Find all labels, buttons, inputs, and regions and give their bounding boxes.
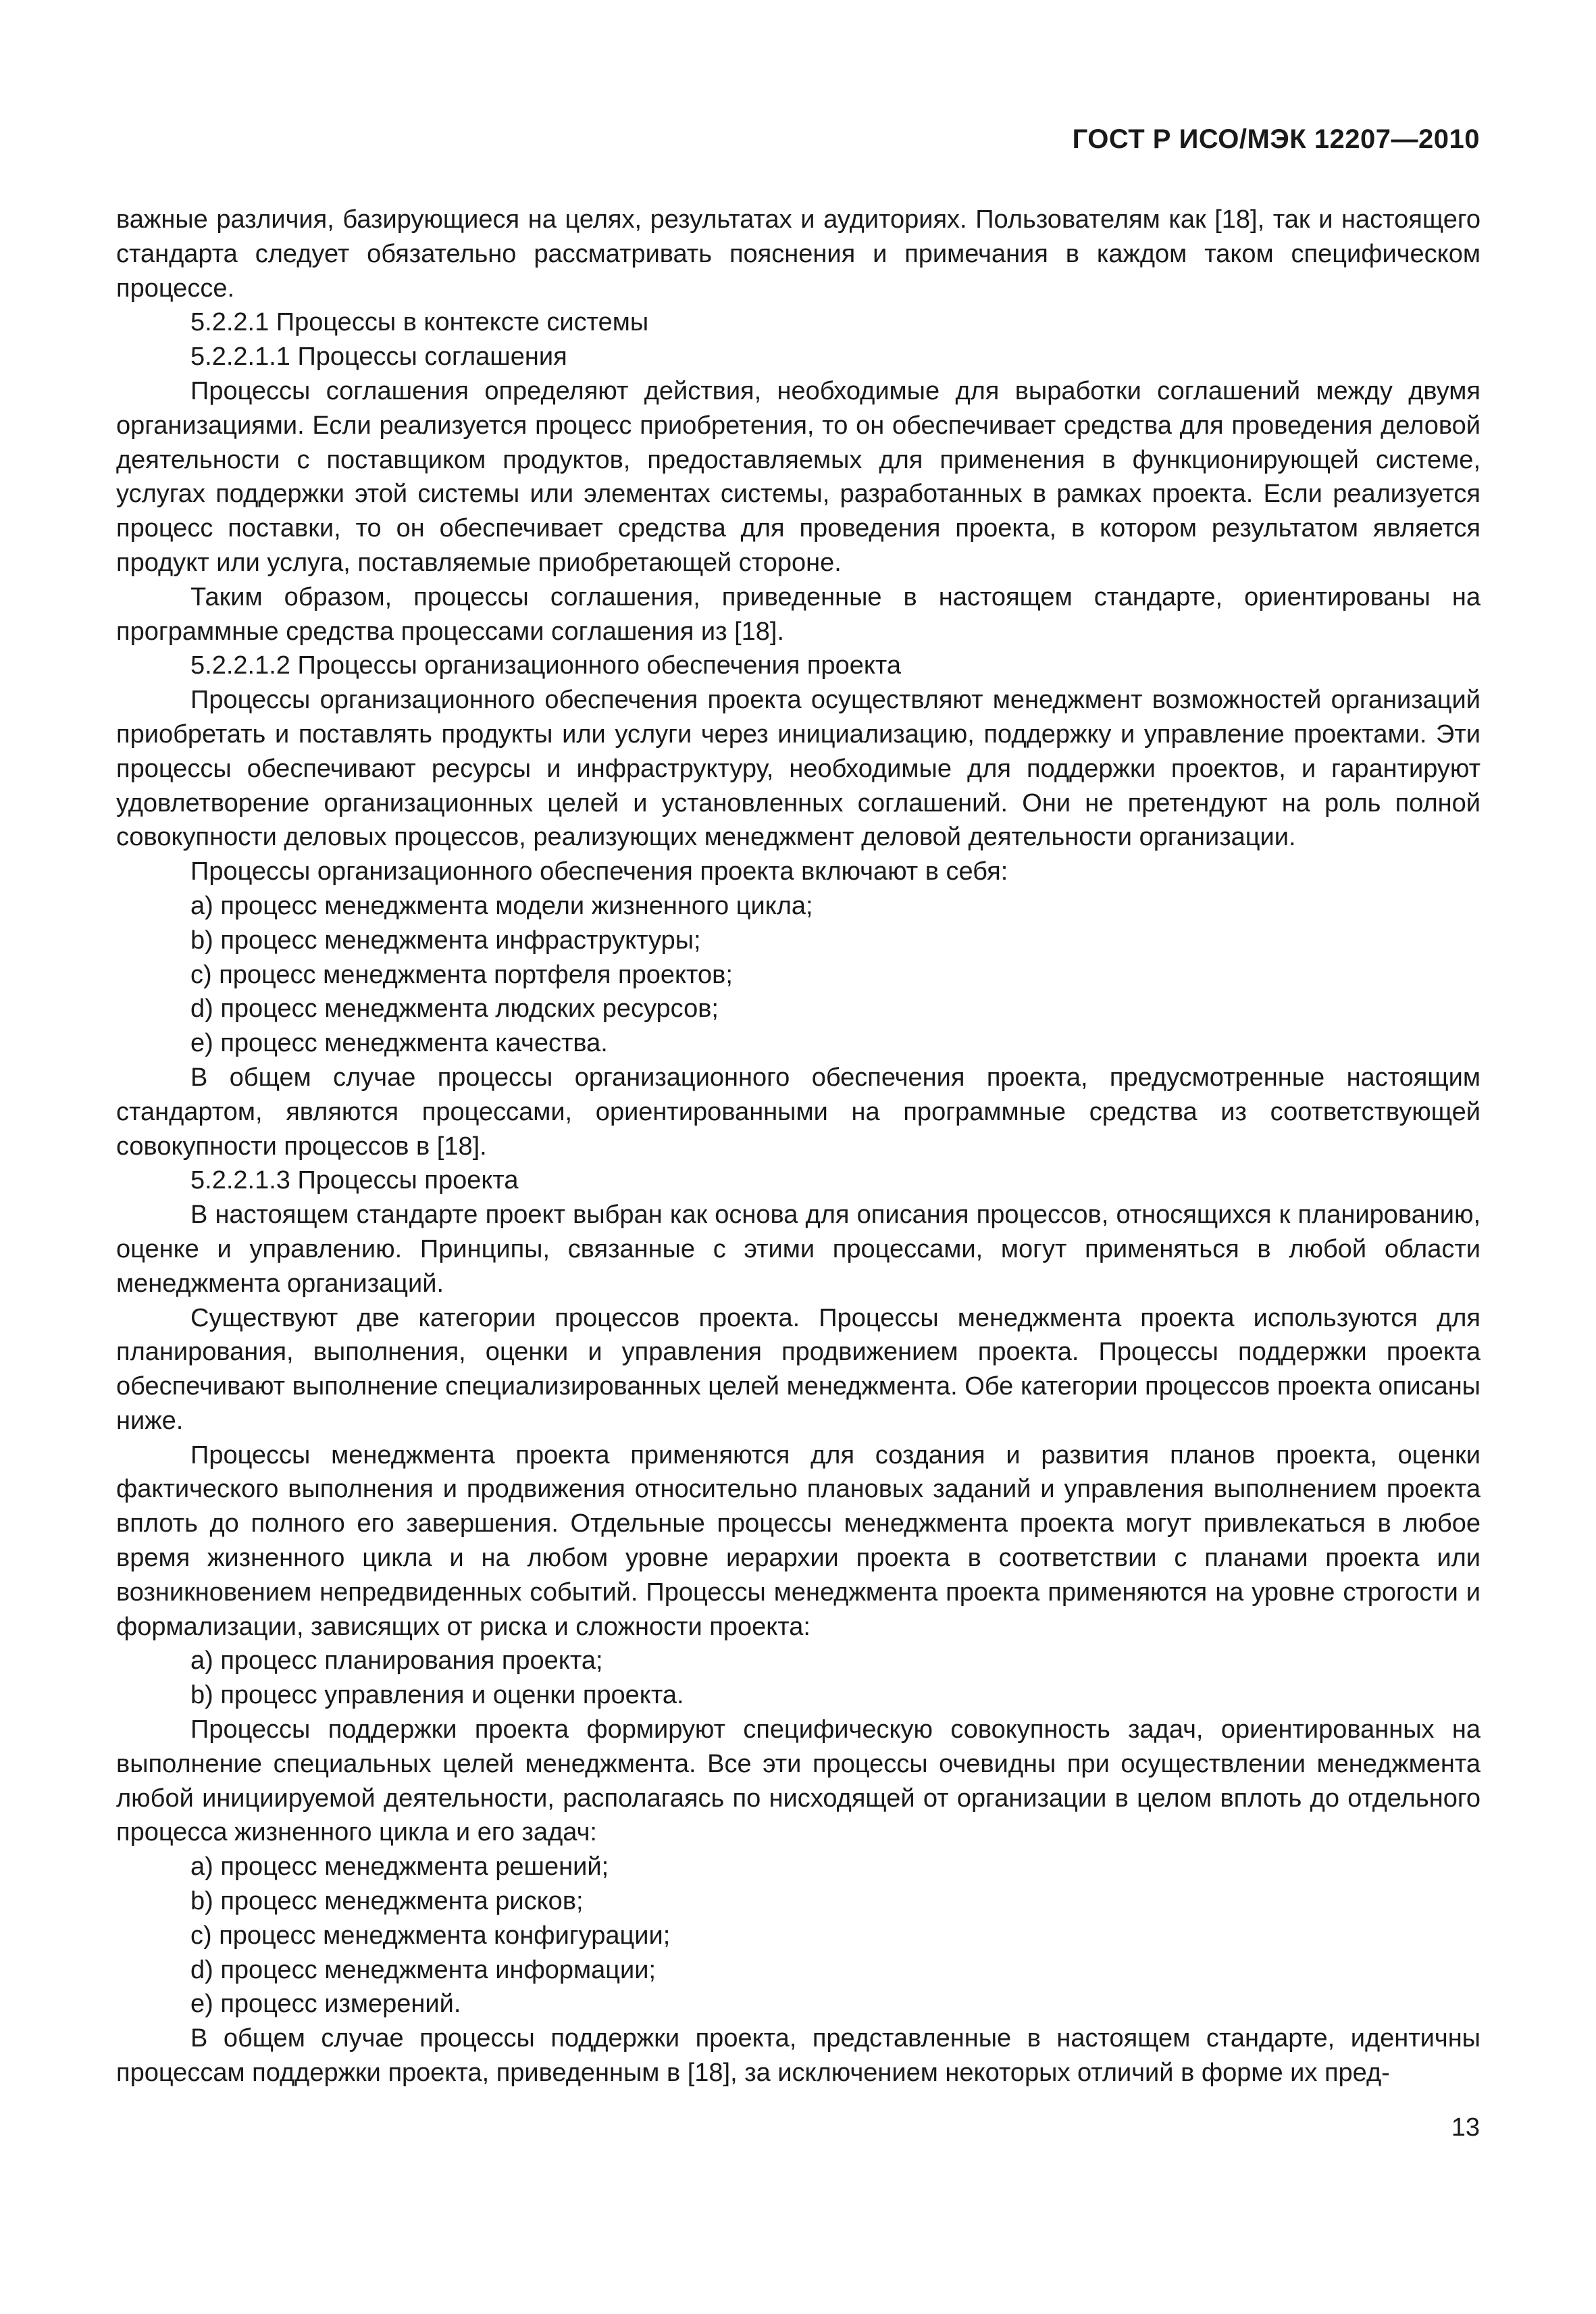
document-body (116, 203, 1481, 2090)
paragraph: важные различия, базирующиеся на целях, результатах и аудиториях. Пользователям как [18], так и настоящего стандарта следует обязательно рассматривать пояснения и примечания в каждом таком специфическом процессе. (116, 205, 1481, 303)
section-heading: 5.2.2.1.1 Процессы соглашения (190, 343, 567, 372)
paragraph: Таким образом, процессы соглашения, приведенные в настоящем стандарте, ориентированы на программные средства процессами соглашения из [18]. (116, 582, 1481, 646)
section-heading: 5.2.2.1 Процессы в контексте системы (190, 308, 649, 337)
paragraph: Существуют две категории процессов проекта. Процессы менеджмента проекта используются для планирования, выполнения, оценки и управления продвижением проекта. Процессы поддержки проекта обеспечивают выполнение специализированных целей менеджмента. Обе категории процессов проекта описаны ниже. (116, 1303, 1481, 1435)
list-item: e) процесс менеджмента качества. (190, 1029, 608, 1058)
paragraph: Процессы менеджмента проекта применяются для создания и развития планов проекта, оценки фактического выполнения и продвижения относительно плановых заданий и управления выполнением проекта вплоть до полного его завершения. Отдельные процессы менеджмента проекта могут привлекаться в любое время жизненного цикла и на любом уровне иерархии проекта в соответствии с планами проекта или возникновением непредвиденных событий. Процессы менеджмента проекта применяются на уровне строгости и формализации, зависящих от риска и сложности проекта: (116, 1440, 1481, 1641)
paragraph: В общем случае процессы поддержки проекта, представленные в настоящем стандарте, идентичны процессам поддержки проекта, приведенным в [18], за исключением некоторых отличий в форме их пред- (116, 2024, 1481, 2088)
list-item: e) процесс измерений. (190, 1990, 461, 2019)
list-item: b) процесс менеджмента рисков; (190, 1887, 584, 1916)
section-heading: 5.2.2.1.2 Процессы организационного обеспечения проекта (190, 651, 901, 680)
paragraph: В настоящем стандарте проект выбран как основа для описания процессов, относящихся к планированию, оценке и управлению. Принципы, связанные с этими процессами, могут применяться в любой области менеджмента организаций. (116, 1201, 1481, 1298)
list-item: c) процесс менеджмента портфеля проектов; (190, 960, 733, 989)
document-header: ГОСТ Р ИСО/МЭК 12207—2010 (1072, 124, 1480, 154)
list-item: a) процесс менеджмента решений; (190, 1853, 609, 1882)
list-item: c) процесс менеджмента конфигурации; (190, 1921, 671, 1950)
list-item: d) процесс менеджмента людских ресурсов; (190, 995, 719, 1024)
section-heading: 5.2.2.1.3 Процессы проекта (190, 1166, 519, 1195)
list-item: b) процесс управления и оценки проекта. (190, 1681, 684, 1710)
paragraph: Процессы соглашения определяют действия, необходимые для выработки соглашений между двумя организациями. Если реализуется процесс приобретения, то он обеспечивает средства для проведения деловой деятельности с поставщиком продуктов, предоставляемых для применения в функционирующей системе, услугах поддержки этой системы или элементах системы, разработанных в рамках проекта. Если реализуется процесс поставки, то он обеспечивает средства для проведения проекта, в котором результатом является продукт или услуга, поставляемые приобретающей стороне. (116, 376, 1481, 577)
list-item: d) процесс менеджмента информации; (190, 1955, 657, 1984)
list-item: a) процесс менеджмента модели жизненного цикла; (190, 891, 813, 920)
list-item: b) процесс менеджмента инфраструктуры; (190, 926, 701, 955)
paragraph: Процессы организационного обеспечения проекта включают в себя: (190, 857, 1008, 886)
paragraph: Процессы поддержки проекта формируют специфическую совокупность задач, ориентированных на выполнение специальных целей менеджмента. Все эти процессы очевидны при осуществлении менеджмента любой инициируемой деятельности, располагаясь по нисходящей от организации в целом вплоть до отдельного процесса жизненного цикла и его задач: (116, 1715, 1481, 1847)
page-number: 13 (1451, 2113, 1480, 2142)
paragraph: Процессы организационного обеспечения проекта осуществляют менеджмент возможностей организаций приобретать и поставлять продукты или услуги через инициализацию, поддержку и управление проектами. Эти процессы обеспечивают ресурсы и инфраструктуру, необходимые для поддержки проектов, и гарантируют удовлетворение организационных целей и установленных соглашений. Они не претендуют на роль полной совокупности деловых процессов, реализующих менеджмент деловой деятельности организации. (116, 686, 1481, 852)
paragraph: В общем случае процессы организационного обеспечения проекта, предусмотренные настоящим стандартом, являются процессами, ориентированными на программные средства из соответствующей совокупности процессов в [18]. (116, 1063, 1481, 1161)
list-item: a) процесс планирования проекта; (190, 1646, 603, 1676)
